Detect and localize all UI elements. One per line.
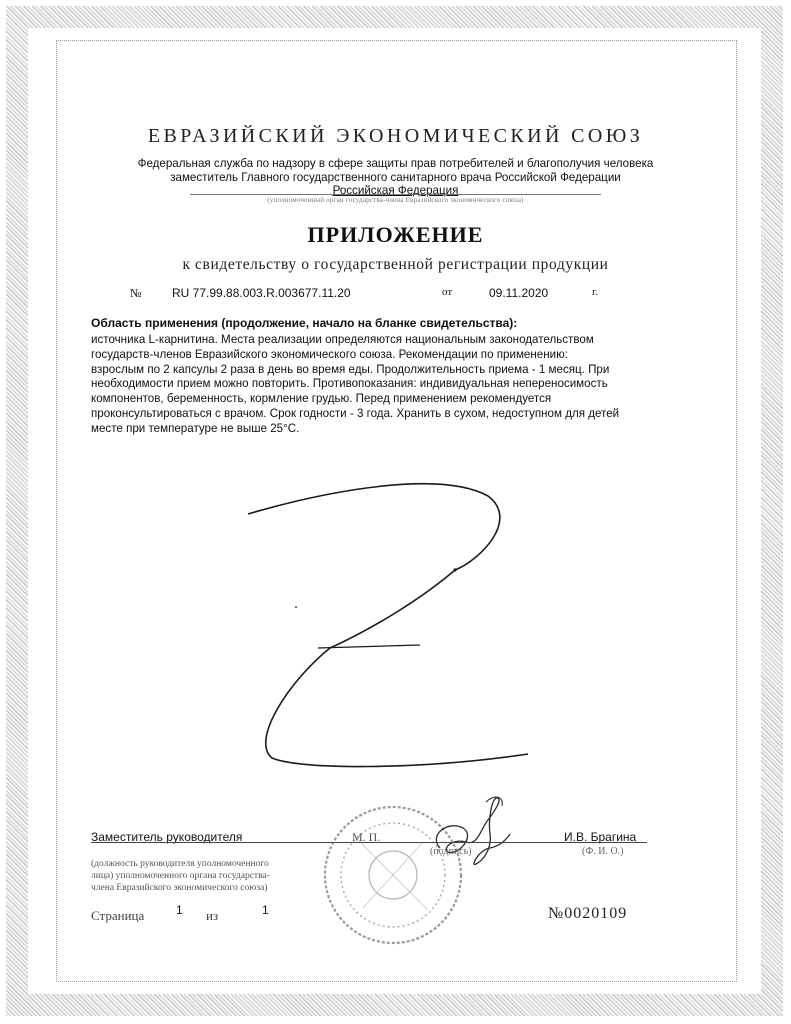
registration-number: RU 77.99.88.003.R.003677.11.20 xyxy=(172,286,351,300)
registration-date: 09.11.2020 xyxy=(489,286,549,300)
annex-subtitle: к свидетельству о государственной регистрации продукции xyxy=(182,256,609,273)
signatory-position: Заместитель руководителя xyxy=(91,830,243,844)
signature-caption: (подпись) xyxy=(430,846,472,857)
registration-year-suffix: г. xyxy=(592,286,599,298)
signature-line xyxy=(91,842,647,843)
agency-name-line-1: Федеральная служба по надзору в сфере защиты прав потребителей и благополучия человека xyxy=(137,157,654,170)
annex-title: ПРИЛОЖЕНИЕ xyxy=(307,222,484,247)
stamp-place-label: М. П. xyxy=(352,830,381,844)
page-of-label: из xyxy=(206,908,219,923)
union-title: ЕВРАЗИЙСКИЙ ЭКОНОМИЧЕСКИЙ СОЮЗ xyxy=(147,125,644,147)
registration-number-label: № xyxy=(130,286,142,300)
scope-text: источника L-карнитина. Места реализации определяются национальным законодательством государств-членов Евразийского экономического союза. Рекомендации по применению: взрослым по 2 капсулы 2 раза в день во время еды. Продолжительность приема - 1 месяц. При необходимости прием можно повторить. Противопоказания: индивидуальная непереносимость компонентов, беременность, кормление грудью. Перед применением рекомендуется проконсультироваться с врачом. Срок годности - 3 года. Хранить в сухом, недоступном для детей месте при температуре не выше 25°С. xyxy=(91,333,620,435)
handwritten-signature xyxy=(418,790,528,880)
page-total: 1 xyxy=(262,903,269,917)
name-caption: (Ф. И. О.) xyxy=(582,846,624,857)
agency-country: Российская Федерация xyxy=(332,184,459,197)
position-caption: (должность руководителя уполномоченного лица) уполномоченного органа государства- члена Евразийского экономического союза) xyxy=(91,859,270,893)
agency-name-line-2: заместитель Главного государственного санитарного врача Российской Федерации xyxy=(170,171,621,184)
authority-caption: (уполномоченный орган государства-члена Евразийского экономического союза) xyxy=(190,194,601,204)
registration-date-label: от xyxy=(442,286,453,298)
page-number: 1 xyxy=(176,903,183,917)
document-number: №0020109 xyxy=(548,905,628,922)
scope-heading: Область применения (продолжение, начало на бланке свидетельства): xyxy=(91,316,518,330)
signatory-name: И.В. Брагина xyxy=(564,830,637,844)
page-label: Страница xyxy=(91,908,145,923)
